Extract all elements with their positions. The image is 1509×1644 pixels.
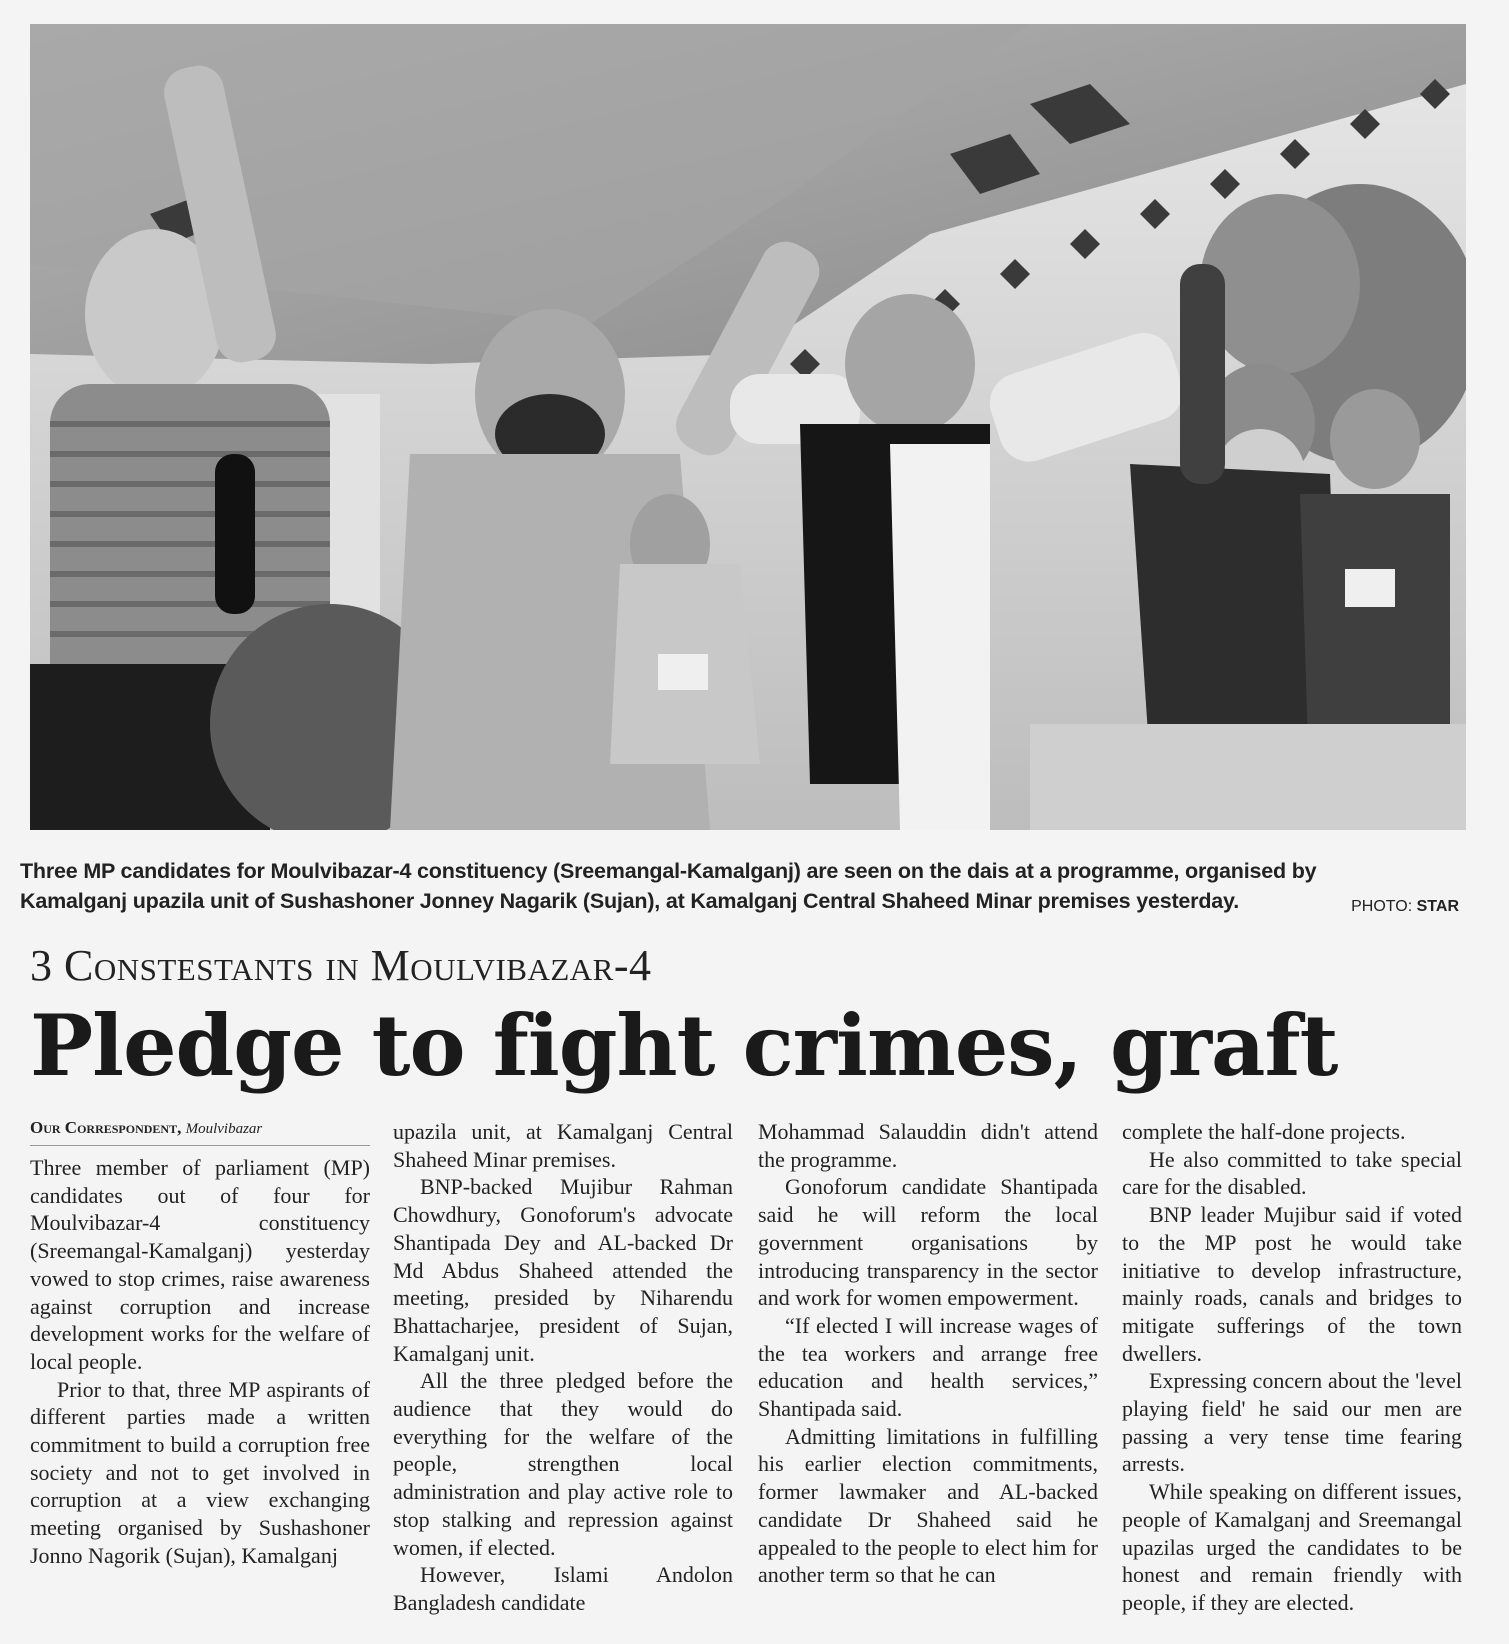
paragraph: Admitting limitations in fulfilling his earlier election commitments, former lawmaker and AL-backed candidate Dr Shaheed said he appealed to the people to elect him for another term so that he can [758,1423,1098,1588]
byline-location: Moulvibazar [185,1121,263,1137]
paragraph: Prior to that, three MP aspirants of different parties made a written commitment to build a corruption free society and not to get involved in corruption at a view exchanging meeting organised by Sushashoner Jonno Nagorik (Sujan), Kamalganj [30,1376,370,1568]
paragraph: Gonoforum candidate Shantipada said he will reform the local government organisations by introducing transparency in the sector and work for women empowerment. [758,1174,1098,1311]
paragraph: BNP-backed Mujibur Rahman Chowdhury, Gonoforum's advocate Shantipada Dey and AL-backed Dr Md Abdus Shaheed attended the meeting, presided by Niharendu Bhattacharjee, president of Sujan, Kamalganj unit. [393,1174,733,1366]
article-column-3 [758,1118,1098,1589]
byline [30,1118,370,1146]
photo-credit [1351,898,1459,916]
article-column-4 [1122,1118,1462,1617]
article-column-1 [30,1118,370,1570]
paragraph: All the three pledged before the audience that they would do everything for the welfare of the people, strengthen local administration and play active role to stop stalking and repression against women, if elected. [393,1368,733,1560]
byline-author: Our Correspondent, [30,1118,182,1137]
article-kicker: 3 Constestants in Moulvibazar-4 [30,941,652,990]
paragraph: “If elected I will increase wages of the tea workers and arrange free education and health services,” Shantipada said. [758,1312,1098,1422]
photo-image [30,24,1466,830]
paragraph: However, Islami Andolon Bangladesh candidate [393,1562,733,1615]
photo-caption [20,856,1466,916]
paragraph: Expressing concern about the 'level playing field' he said our men are passing a very tense time fearing arrests. [1122,1368,1462,1477]
article-headline: Pledge to fight crimes, graft [30,996,1338,1095]
news-photo [30,24,1466,830]
paragraph: Mohammad Salauddin didn't attend the programme. [758,1119,1098,1172]
article-column-2 [393,1118,733,1617]
caption-line-2: Kamalganj upazila unit of Sushashoner Jonney Nagarik (Sujan), at Kamalganj Central Shaheed Minar premises yesterday. [20,889,1239,913]
microphone [215,454,255,614]
paragraph: BNP leader Mujibur said if voted to the MP post he would take initiative to develop infrastructure, mainly roads, canals and bridges to mitigate sufferings of the town dwellers. [1122,1202,1462,1366]
paragraph: complete the half-done projects. [1122,1119,1406,1144]
photo-credit-label: PHOTO: [1351,898,1413,915]
paragraph: He also committed to take special care for the disabled. [1122,1146,1462,1200]
paragraph: While speaking on different issues, people of Kamalganj and Sreemangal upazilas urged the candidates to be honest and remain friendly with people, if they are elected. [1122,1479,1462,1615]
paragraph: upazila unit, at Kamalganj Central Shaheed Minar premises. [393,1119,733,1172]
paragraph: Three member of parliament (MP) candidates out of four for Moulvibazar-4 constituency (Sreemangal-Kamalganj) yesterday vowed to stop crimes, raise awareness against corruption and increase development works for the welfare of local people. [30,1155,370,1374]
caption-line-1: Three MP candidates for Moulvibazar-4 constituency (Sreemangal-Kamalganj) are seen on the dais at a programme, organised by [20,859,1317,883]
photo-credit-source: STAR [1416,898,1459,915]
